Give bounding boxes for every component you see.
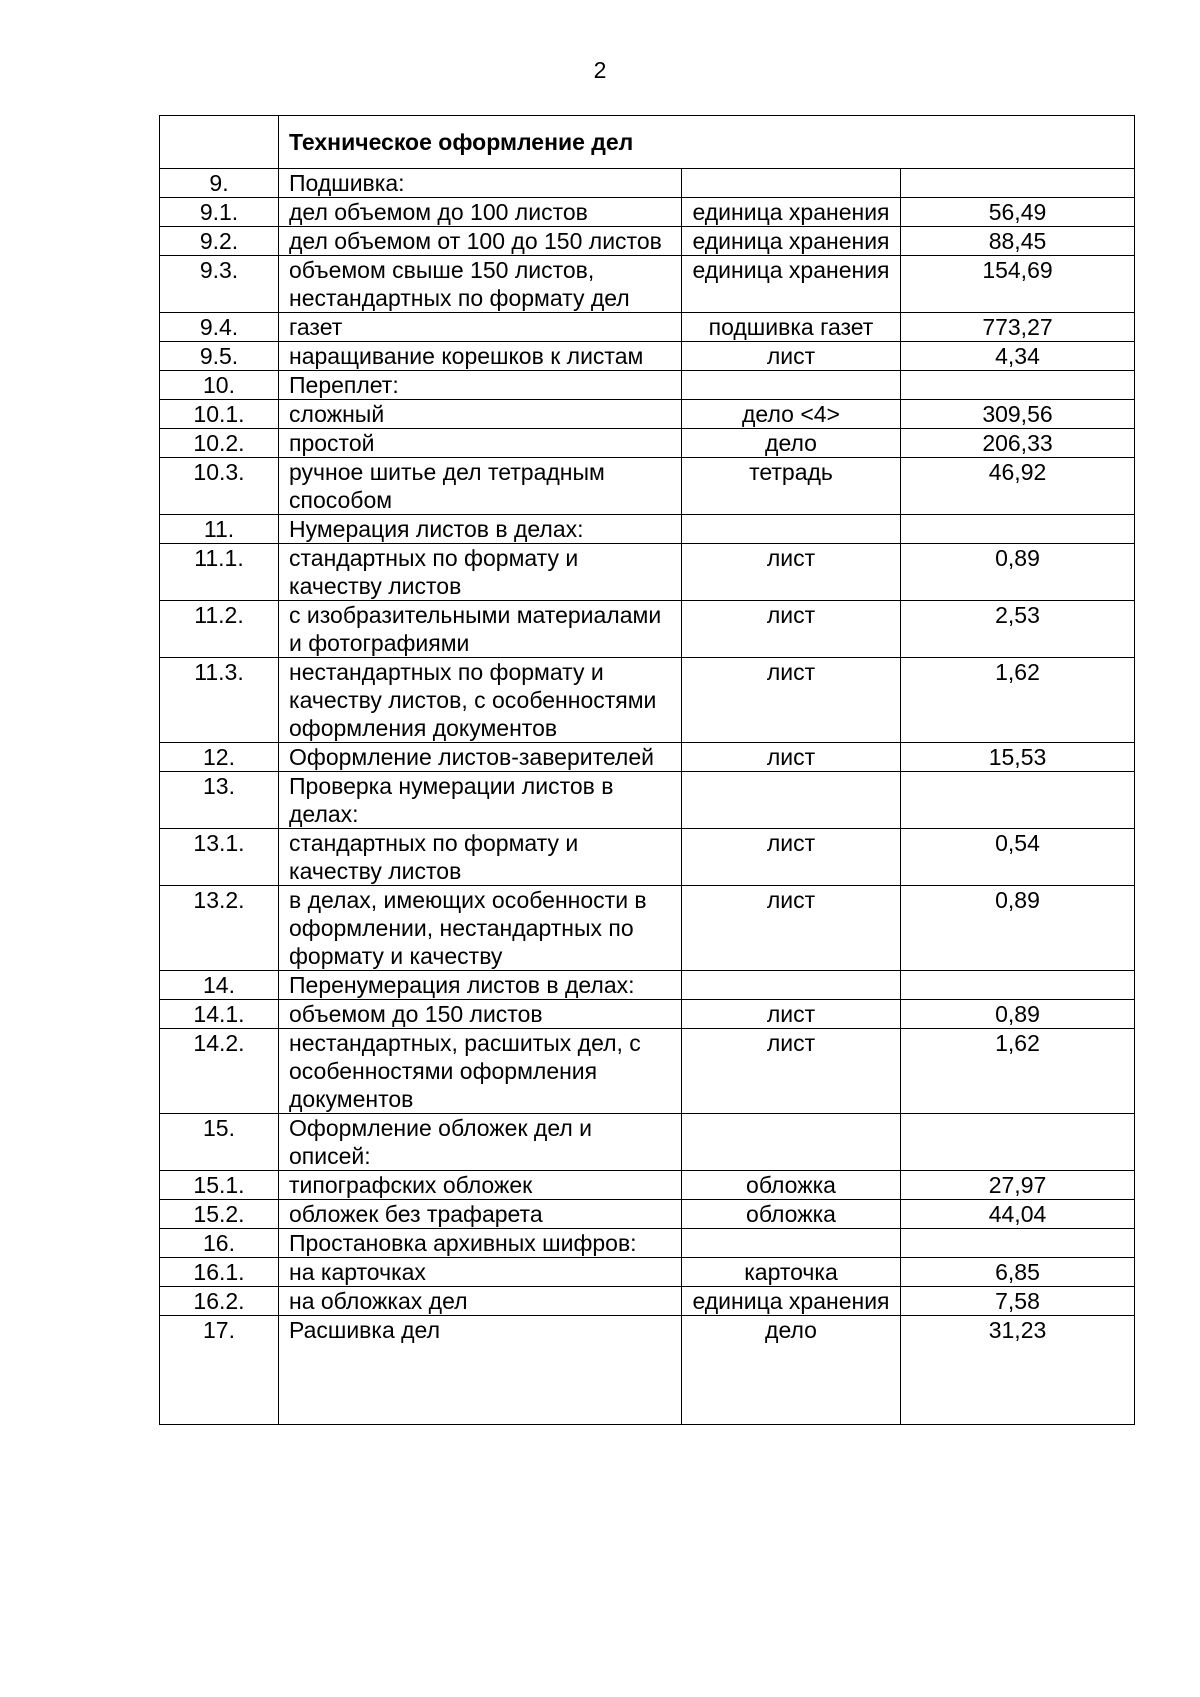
row-unit [682,1229,901,1258]
row-price: 15,53 [901,743,1135,772]
row-price: 1,62 [901,658,1135,743]
row-number: 15.1. [160,1171,279,1200]
row-service-name: Оформление обложек дел и описей: [279,1114,682,1171]
row-service-name: стандартных по формату и качеству листов [279,544,682,601]
row-number: 11.3. [160,658,279,743]
row-number: 15. [160,1114,279,1171]
row-unit: лист [682,1000,901,1029]
row-service-name: дел объемом от 100 до 150 листов [279,227,682,256]
row-number: 9.1. [160,198,279,227]
row-price: 56,49 [901,198,1135,227]
tariff-table [159,115,1135,1425]
row-number: 11.1. [160,544,279,601]
table-row [160,772,1135,829]
row-price [901,371,1135,400]
row-unit: лист [682,342,901,371]
table-row [160,1000,1135,1029]
row-unit [682,772,901,829]
table-row [160,169,1135,198]
row-unit: лист [682,886,901,971]
row-unit: лист [682,544,901,601]
table-row [160,313,1135,342]
row-service-name: на обложках дел [279,1287,682,1316]
row-number: 10.2. [160,429,279,458]
row-price: 1,62 [901,1029,1135,1114]
row-number: 9.4. [160,313,279,342]
row-price [901,515,1135,544]
row-unit: тетрадь [682,458,901,515]
row-number: 9.2. [160,227,279,256]
row-service-name: нестандартных, расшитых дел, с особенностями оформления документов [279,1029,682,1114]
row-service-name: Нумерация листов в делах: [279,515,682,544]
row-service-name: Подшивка: [279,169,682,198]
row-price: 0,89 [901,1000,1135,1029]
table-row [160,1258,1135,1287]
table-row [160,658,1135,743]
row-number: 10. [160,371,279,400]
row-service-name: ручное шитье дел тетрадным способом [279,458,682,515]
row-price: 0,89 [901,544,1135,601]
row-unit [682,371,901,400]
row-unit [682,1114,901,1171]
row-service-name: обложек без трафарета [279,1200,682,1229]
table-row [160,515,1135,544]
row-number: 16.1. [160,1258,279,1287]
row-number: 9.3. [160,256,279,313]
row-number: 9. [160,169,279,198]
table-body [160,116,1135,1425]
row-price [901,1229,1135,1258]
row-number: 13.2. [160,886,279,971]
row-service-name: газет [279,313,682,342]
row-number: 16.2. [160,1287,279,1316]
page-number: 2 [593,57,607,83]
table-row [160,601,1135,658]
table-row [160,1316,1135,1425]
table-row [160,1171,1135,1200]
row-number: 10.1. [160,400,279,429]
row-unit: единица хранения [682,227,901,256]
row-price: 44,04 [901,1200,1135,1229]
row-unit: обложка [682,1171,901,1200]
row-price [901,772,1135,829]
row-service-name: Расшивка дел [279,1316,682,1425]
row-unit: дело [682,429,901,458]
row-number: 11. [160,515,279,544]
row-unit: дело <4> [682,400,901,429]
row-unit: карточка [682,1258,901,1287]
row-number: 11.2. [160,601,279,658]
row-price: 88,45 [901,227,1135,256]
row-unit: единица хранения [682,198,901,227]
row-price: 4,34 [901,342,1135,371]
row-price: 6,85 [901,1258,1135,1287]
table-row [160,1029,1135,1114]
row-service-name: простой [279,429,682,458]
row-unit: лист [682,601,901,658]
row-service-name: объемом до 150 листов [279,1000,682,1029]
row-service-name: в делах, имеющих особенности в оформлении, нестандартных по формату и качеству [279,886,682,971]
section-title: Техническое оформление дел [279,116,1135,169]
table-row [160,371,1135,400]
row-unit [682,971,901,1000]
row-price [901,971,1135,1000]
row-service-name: нестандартных по формату и качеству листов, с особенностями оформления документов [279,658,682,743]
table-row [160,1200,1135,1229]
row-service-name: объемом свыше 150 листов, нестандартных по формату дел [279,256,682,313]
row-service-name: Простановка архивных шифров: [279,1229,682,1258]
row-price: 773,27 [901,313,1135,342]
row-unit: обложка [682,1200,901,1229]
row-number: 13. [160,772,279,829]
row-service-name: Оформление листов-заверителей [279,743,682,772]
row-unit: единица хранения [682,256,901,313]
row-number: 15.2. [160,1200,279,1229]
table-row [160,544,1135,601]
row-price: 7,58 [901,1287,1135,1316]
row-number: 17. [160,1316,279,1425]
table-row [160,743,1135,772]
row-price [901,1114,1135,1171]
row-price: 0,89 [901,886,1135,971]
row-price: 46,92 [901,458,1135,515]
row-price: 27,97 [901,1171,1135,1200]
row-service-name: с изобразительными материалами и фотографиями [279,601,682,658]
table-row [160,429,1135,458]
table-row [160,1114,1135,1171]
row-unit: дело [682,1316,901,1425]
row-price: 206,33 [901,429,1135,458]
row-unit: подшивка газет [682,313,901,342]
table-row [160,256,1135,313]
row-unit: лист [682,743,901,772]
row-service-name: наращивание корешков к листам [279,342,682,371]
row-unit: лист [682,1029,901,1114]
row-service-name: стандартных по формату и качеству листов [279,829,682,886]
row-price: 154,69 [901,256,1135,313]
row-price: 2,53 [901,601,1135,658]
row-number: 9.5. [160,342,279,371]
section-header-row [160,116,1135,169]
row-service-name: Переплет: [279,371,682,400]
table-row [160,342,1135,371]
table-row [160,227,1135,256]
row-number: 14.1. [160,1000,279,1029]
table-row [160,1287,1135,1316]
row-number: 14.2. [160,1029,279,1114]
row-unit [682,169,901,198]
table-row [160,829,1135,886]
row-price [901,169,1135,198]
row-service-name: на карточках [279,1258,682,1287]
row-unit [682,515,901,544]
row-service-name: сложный [279,400,682,429]
row-service-name: Перенумерация листов в делах: [279,971,682,1000]
table-row [160,971,1135,1000]
table-row [160,1229,1135,1258]
row-price: 31,23 [901,1316,1135,1425]
section-num-cell [160,116,279,169]
row-service-name: типографских обложек [279,1171,682,1200]
row-unit: лист [682,829,901,886]
row-number: 10.3. [160,458,279,515]
row-number: 12. [160,743,279,772]
table-row [160,400,1135,429]
table-row [160,198,1135,227]
row-unit: единица хранения [682,1287,901,1316]
row-price: 309,56 [901,400,1135,429]
table-row [160,886,1135,971]
row-price: 0,54 [901,829,1135,886]
table-row [160,458,1135,515]
row-number: 16. [160,1229,279,1258]
row-number: 14. [160,971,279,1000]
row-service-name: дел объемом до 100 листов [279,198,682,227]
row-service-name: Проверка нумерации листов в делах: [279,772,682,829]
row-number: 13.1. [160,829,279,886]
row-unit: лист [682,658,901,743]
